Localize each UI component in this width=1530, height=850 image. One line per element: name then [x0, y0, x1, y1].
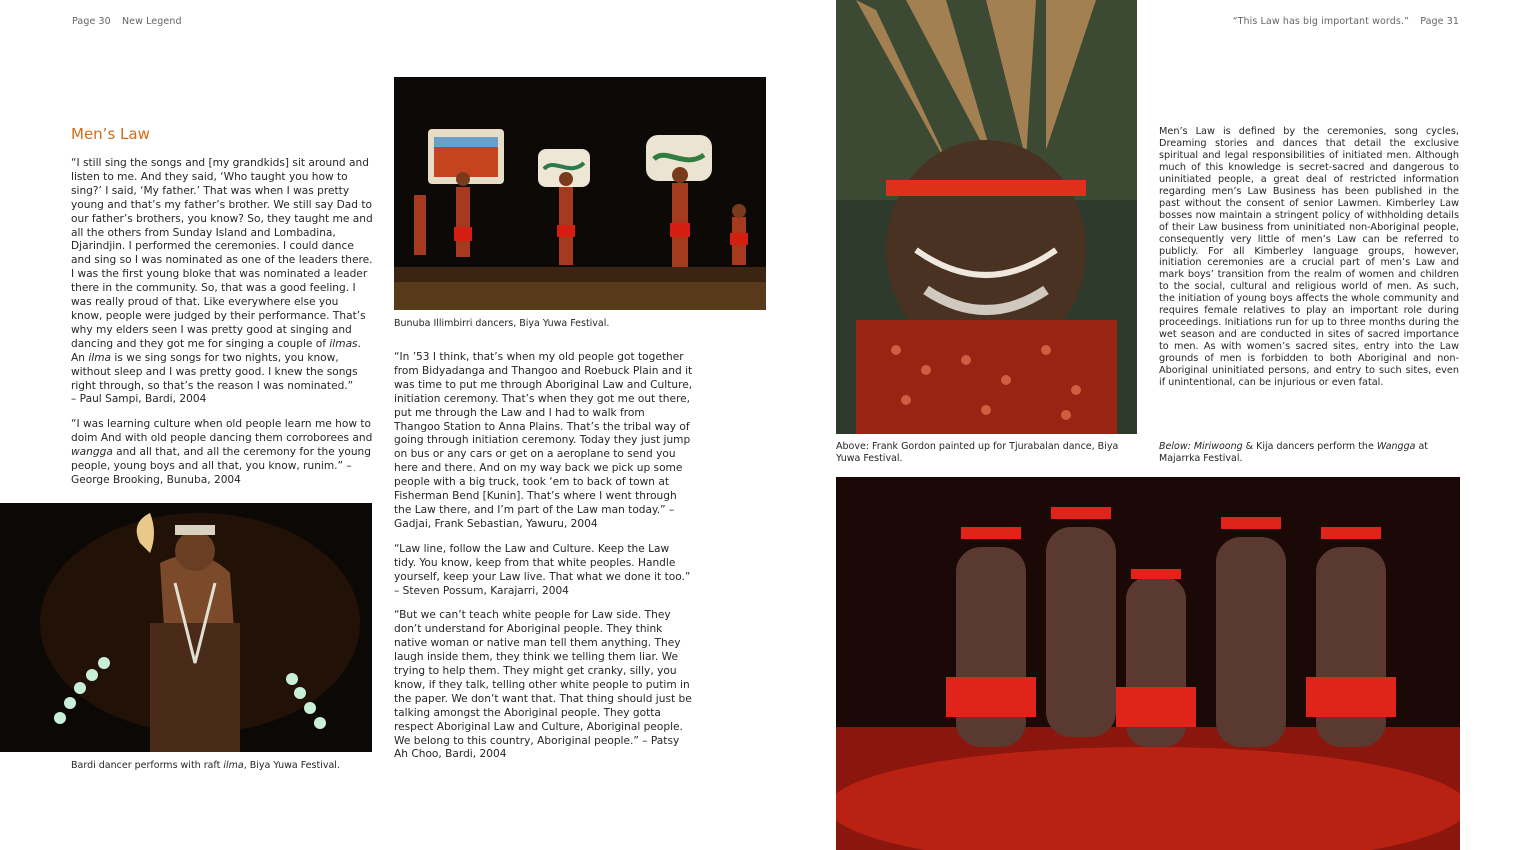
middle-column-text — [394, 351, 694, 773]
caption-below: Below: Miriwoong & Kija dancers perform the Wangga at Majarrka Festival. — [1159, 441, 1429, 464]
quote-george-brooking: “I was learning culture when old people learn me how to doim And with old people dancing them corroborees and wangga and all that, and all the ceremony for the young people, young boys and all that, you know, runim.” – George Brooking, Bunuba, 2004 — [71, 418, 373, 486]
quote-patsy-ah-choo: “But we can’t teach white people for Law side. They don’t understand for Aboriginal people. They think native woman or native man tell them anything. They laugh inside them, they think we telling them liar. We trying to help them. They might get cranky, silly, you know, if they talk, telling other white people to putim in the paper. We don’t want that. That thing should just be talking amongst the Aboriginal people. They gotta respect Aboriginal Law and Culture, Aboriginal people. We belong to this country, Aboriginal people.” – Patsy Ah Choo, Bardi, 2004 — [394, 609, 692, 761]
page-header-right — [1233, 16, 1459, 27]
attribution-paul-sampi: – Paul Sampi, Bardi, 2004 — [71, 393, 207, 406]
book-title: New Legend — [121, 16, 182, 27]
photo-bardi-dancer — [0, 503, 372, 752]
mens-law-body-text: Men’s Law is defined by the ceremonies, song cycles, Dreaming stories and dances that detail the exclusive spiritual and legal responsibilities of initiated men. Although much of this knowledge is secret-sacred and dangerous to uninitiated people, a great deal of restricted information regarding men’s Law Business has been published in the past without the consent of senior Lawmen. Kimberley Law bosses now maintain a stringent policy of withholding details of their Law business from uninitiated non-Aboriginal people, consequently very little of men’s Law can be referred to publicly. For all Kimberley language groups, however, initiation ceremonies are a crucial part of men’s Law and mark boys’ transition from the realm of women and children to the social, cultural and religious world of men. As such, the initiation of young boys affects the whole community and requires female relatives to play an important role during proceedings. Initiations run for up to three months during the wet season and are conducted in sites of sacred importance to men. As with women’s sacred sites, entry into the Law grounds of men is forbidden to both Aboriginal and non-Aboriginal uninitiated persons, and entry to such sites, even if unintentional, can be injurious or even fatal. — [1159, 126, 1459, 389]
photo-bunuba-dancers — [394, 77, 766, 310]
quote-paul-sampi: “I still sing the songs and [my grandkids] sit around and listen to me. And they said, ‘Who taught you how to sing?’ I said, ‘My father.’ That was when I was pretty young and that’s my father’s brother. We still say Dad to our father’s brothers, you know? So, they taught me and all the others from Sunday Island and Lombadina, Djarindjin. I performed the ceremonies. I could dance and sing so I was nominated as one of the leaders there. I was the first young bloke that was nominated a leader there in the community. So, that was a good feeling. I was really proud of that. Like everywhere else you know, people were judged by their performance. That’s why my elders seen I was pretty good at singing and dancing and they got me for singing a couple of ilmas. An ilma is we sing songs for two nights, you know, without sleep and I was pretty good. I knew the songs right through, so that’s the reason I was nominated.” — [71, 157, 373, 392]
caption-bardi-dancer: Bardi dancer performs with raft ilma, Biya Yuwa Festival. — [71, 760, 340, 771]
header-quote: “This Law has big important words.” — [1232, 16, 1410, 27]
photo-miriwoong-kija-dancers — [836, 477, 1460, 850]
attribution-steven-possum: – Steven Possum, Karajarri, 2004 — [394, 584, 569, 597]
caption-bunuba-dancers: Bunuba Illimbirri dancers, Biya Yuwa Festival. — [394, 318, 610, 329]
page-number-left: Page 30 — [72, 16, 111, 27]
page-header-left — [72, 16, 182, 27]
photo-frank-gordon — [836, 0, 1137, 434]
quote-steven-possum: “Law line, follow the Law and Culture. Keep the Law tidy. You know, keep from that white peoples. Handle yourself, keep your Law live. That what we done it too.” — [394, 542, 691, 583]
section-title: Men’s Law — [71, 125, 150, 143]
left-column-text — [71, 157, 373, 499]
page-number-right: Page 31 — [1420, 16, 1459, 27]
caption-above: Above: Frank Gordon painted up for Tjurabalan dance, Biya Yuwa Festival. — [836, 441, 1119, 464]
quote-gadjai: “In ’53 I think, that’s when my old people got together from Bidyadanga and Thangoo and Roebuck Plain and it was time to put me through Aboriginal Law and Culture, initiation ceremony. That’s when they got me out there, put me through the Law and I had to walk from Thangoo Station to Anna Plains. That’s the tribal way of going through initiation ceremony. Today they just jump on bus or any cars or get on a aeroplane to send you here and there. And on my way back we pick up some people with a big truck, took ‘em to back of town at Fisherman Bend [Kunin]. That’s where I went through the Law there, and I’m part of the Law man today.” – Gadjai, Frank Sebastian, Yawuru, 2004 — [394, 351, 693, 530]
